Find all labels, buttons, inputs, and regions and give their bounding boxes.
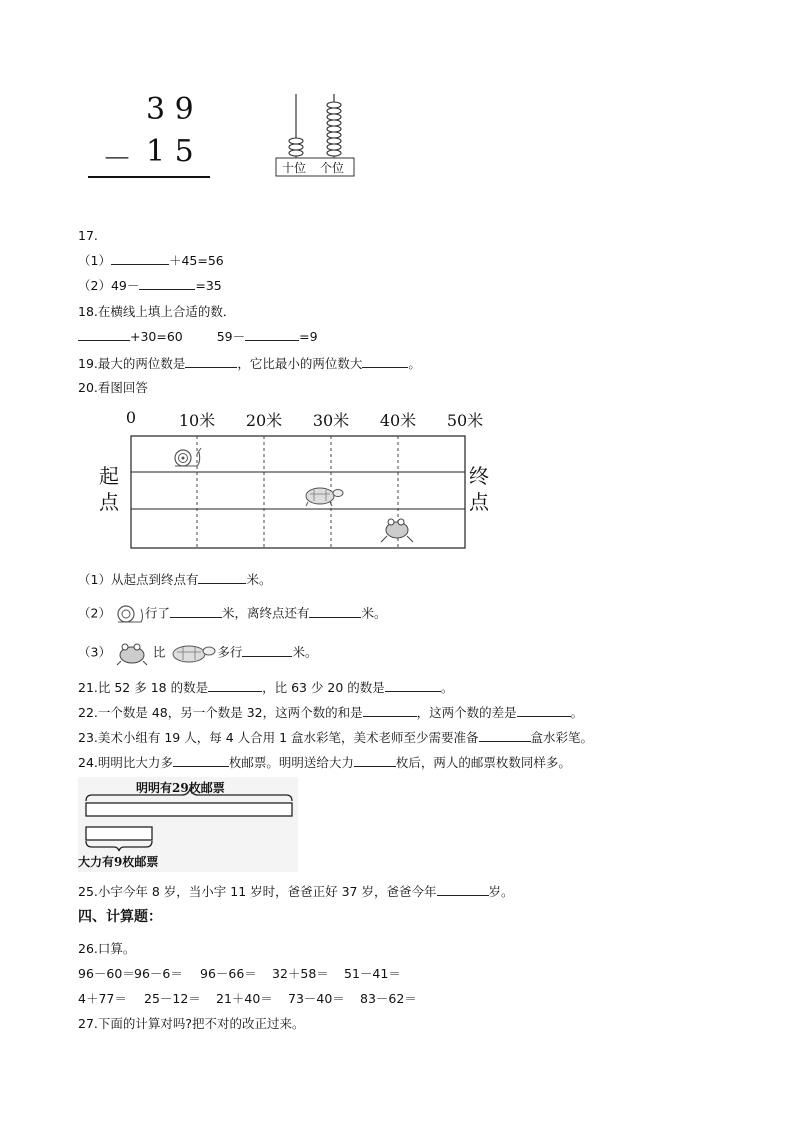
q21-text-a: 21.比 52 多 18 的数是 — [78, 680, 209, 695]
q20-p2-unit: 米。 — [361, 605, 387, 621]
abacus-bead — [289, 150, 303, 156]
q27: 27.下面的计算对吗?把不对的改正过来。 — [78, 1016, 305, 1031]
q25 — [78, 882, 514, 900]
distance-label: 20米 — [245, 411, 283, 430]
q23-blank[interactable] — [479, 729, 531, 742]
vertical-top-number: 3 9 — [146, 92, 194, 127]
abacus-bead — [327, 132, 341, 138]
start-char-1: 起 — [99, 464, 119, 488]
stamp-bottom-label: 大力有9枚邮票 — [78, 855, 159, 869]
q19-blank-2[interactable] — [362, 355, 408, 368]
q24-blank-2[interactable] — [354, 754, 396, 767]
frog-icon — [115, 640, 149, 666]
q20-p1-unit: 米。 — [246, 572, 272, 587]
oral-calc-item: 25－12＝ — [144, 991, 201, 1006]
oral-calc-item: 32＋58＝ — [272, 966, 329, 981]
q20-part1 — [78, 570, 271, 588]
q24-blank-1[interactable] — [173, 754, 229, 767]
q22 — [78, 703, 583, 721]
q18-label: 18.在横线上填上合适的数． — [78, 304, 236, 319]
abacus-figure — [270, 92, 360, 182]
q20-p2-blank-2[interactable] — [309, 605, 361, 618]
oral-calc-item: 51－41＝ — [344, 966, 401, 981]
q17-label: 17. — [78, 228, 98, 243]
q24-text-a: 24.明明比大力多 — [78, 755, 173, 770]
q18-b-blank[interactable] — [245, 328, 299, 341]
q19-text-a: 19.最大的两位数是 — [78, 356, 186, 371]
q20-p2-blank-1[interactable] — [170, 605, 222, 618]
minus-sign: － — [102, 142, 132, 177]
q22-blank-1[interactable] — [363, 704, 417, 717]
oral-calc-item: 83－62＝ — [360, 991, 417, 1006]
q24 — [78, 753, 571, 771]
section-4-heading: 四、计算题： — [78, 909, 162, 925]
stamp-figure — [78, 777, 298, 872]
oral-calc-item: 73－40＝ — [288, 991, 345, 1006]
q20-part2 — [78, 603, 386, 625]
q17-p2-suffix: =35 — [195, 278, 222, 293]
q20-p3-compare: 比 — [152, 644, 166, 660]
tens-label: 十位 — [282, 161, 307, 175]
q20-p3-prefix: （3） — [78, 644, 111, 660]
distance-label: 30米 — [312, 411, 350, 430]
vertical-line — [88, 176, 210, 178]
oral-calc-item: 4＋77＝ — [78, 991, 127, 1006]
abacus-bead — [327, 120, 341, 126]
q20-p2-text-2: 米，离终点还有 — [221, 605, 310, 621]
oral-calc-item: 21＋40＝ — [216, 991, 273, 1006]
q20-p1-text: （1）从起点到终点有 — [78, 572, 199, 587]
abacus-bead — [289, 138, 303, 144]
q19 — [78, 354, 421, 372]
q21-text-b: ，比 63 少 20 的数是 — [262, 680, 385, 695]
end-char-1: 终 — [469, 464, 489, 488]
q20-p3-blank[interactable] — [242, 644, 292, 657]
abacus-bead — [327, 102, 341, 108]
q18-a-blank[interactable] — [78, 328, 130, 341]
q24-text-b: 枚邮票。明明送给大力 — [228, 755, 354, 770]
q26-label: 26.口算。 — [78, 941, 136, 956]
turtle-icon — [306, 488, 343, 506]
turtle-icon — [169, 641, 217, 665]
stamp-top-label: 明明有29枚邮票 — [136, 781, 225, 795]
q21-blank-2[interactable] — [385, 679, 441, 692]
q20-p3-text: 多行 — [217, 644, 243, 660]
q21-blank-1[interactable] — [208, 679, 262, 692]
q23 — [78, 728, 593, 746]
q21-text-c: 。 — [440, 680, 454, 695]
q17-p2-prefix: （2）49－ — [78, 278, 140, 293]
q19-text-b: ，它比最小的两位数大 — [237, 356, 363, 371]
q22-text-b: ，这两个数的差是 — [416, 705, 517, 720]
q22-text-a: 22.一个数是 48，另一个数是 32，这两个数的和是 — [78, 705, 363, 720]
q20-p3-unit: 米。 — [292, 644, 318, 660]
distance-label: 10米 — [178, 411, 216, 430]
abacus-bead — [289, 144, 303, 150]
q19-text-c: 。 — [408, 356, 421, 371]
q26-row-2 — [78, 989, 430, 1007]
q26-row-1 — [78, 964, 414, 982]
frog-icon — [381, 519, 413, 542]
abacus-bead — [327, 138, 341, 144]
distance-label: 0 — [125, 408, 137, 427]
end-char-2: 点 — [469, 490, 489, 514]
abacus-bead — [327, 150, 341, 156]
vertical-bottom-number: 1 5 — [146, 134, 194, 169]
abacus-bead — [327, 108, 341, 114]
snail-icon — [115, 603, 145, 625]
q25-text-a: 25.小宇今年 8 岁，当小宇 11 岁时，爸爸正好 37 岁，爸爸今年 — [78, 884, 437, 899]
q18-b-suffix: =9 — [299, 329, 318, 344]
distance-label: 50米 — [446, 411, 484, 430]
q20-label: 20.看图回答 — [78, 380, 148, 395]
ones-label: 个位 — [320, 161, 345, 175]
start-char-2: 点 — [99, 490, 119, 514]
q17-part2 — [78, 276, 222, 294]
oral-calc-item: 96－66＝ — [200, 966, 257, 981]
q17-p1-blank[interactable] — [111, 252, 169, 265]
q23-text-b: 盒水彩笔。 — [530, 730, 594, 745]
oral-calc-item: 96－6＝ — [134, 966, 183, 981]
abacus-bead — [327, 114, 341, 120]
abacus-bead — [327, 144, 341, 150]
q21 — [78, 678, 453, 696]
q18-equations — [78, 327, 318, 345]
q17-part1 — [78, 251, 224, 269]
q20-p1-blank[interactable] — [198, 571, 246, 584]
q25-blank[interactable] — [437, 883, 489, 896]
q23-text-a: 23.美术小组有 19 人，每 4 人合用 1 盒水彩笔，美术老师至少需要准备 — [78, 730, 479, 745]
q20-part3 — [78, 640, 317, 666]
q24-text-c: 枚后，两人的邮票枚数同样多。 — [395, 755, 571, 770]
q22-text-c: 。 — [570, 705, 584, 720]
q22-blank-2[interactable] — [517, 704, 571, 717]
q20-p2-text: 行了 — [144, 605, 170, 621]
race-figure — [95, 402, 505, 552]
race-svg — [95, 402, 505, 552]
q18-a-suffix: +30=60 — [130, 329, 183, 344]
oral-calc-item: 96－60＝ — [78, 966, 135, 981]
q17-p1-suffix: ＋45=56 — [168, 253, 224, 268]
q17-p1-prefix: （1） — [78, 253, 111, 268]
q19-blank-1[interactable] — [185, 355, 237, 368]
distance-label: 40米 — [379, 411, 417, 430]
q25-text-b: 岁。 — [488, 884, 514, 899]
q20-p2-prefix: （2） — [78, 605, 111, 621]
abacus-bead — [327, 126, 341, 132]
q18-b-prefix: 59－ — [216, 329, 246, 344]
q17-p2-blank[interactable] — [139, 277, 195, 290]
